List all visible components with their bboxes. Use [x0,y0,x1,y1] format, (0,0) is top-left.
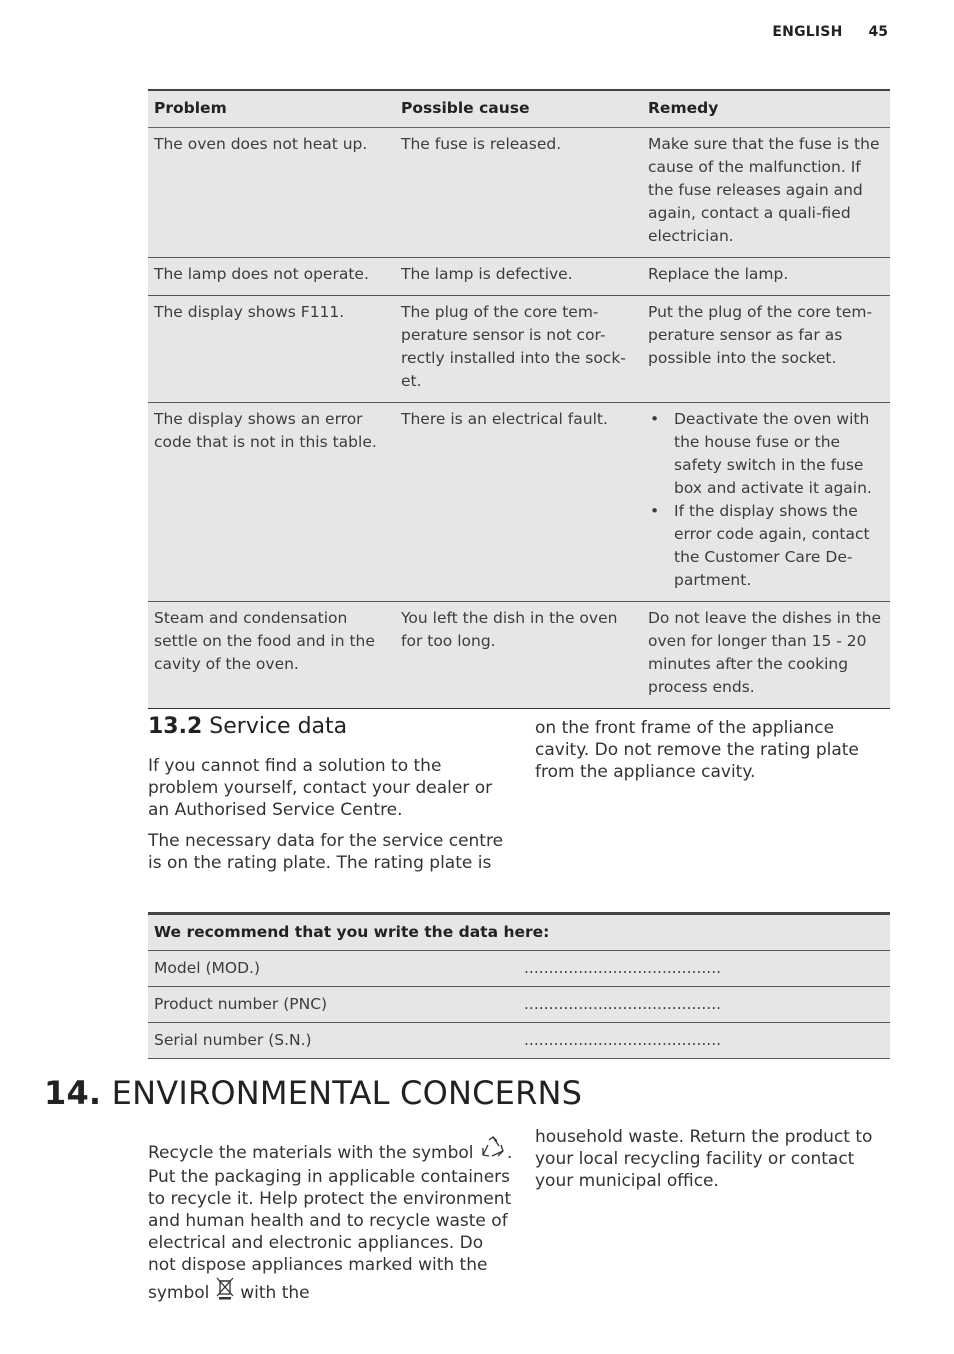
cause-cell: The lamp is defective. [395,258,642,296]
section-number: 13.2 [148,714,203,739]
problem-cell: The oven does not heat up. [148,128,395,258]
chapter-number: 14. [44,1074,102,1112]
table-row [148,951,890,987]
remedy-cell: Put the plug of the core tem-perature sensor as far as possible into the socket. [642,296,890,403]
table-header-row [148,914,890,951]
remedy-cell [642,403,890,602]
page-number: 45 [868,24,888,40]
table-header-row [148,90,890,128]
cause-cell: There is an electrical fault. [395,403,642,602]
service-data-table [148,912,890,1059]
remedy-cell: Replace the lamp. [642,258,890,296]
page-header [772,24,888,40]
crossed-bin-icon [216,1276,234,1306]
table-row [148,602,890,709]
chapter-heading-environmental [44,1074,582,1112]
table-row [148,296,890,403]
data-value-placeholder: ........................................ [518,1023,890,1059]
data-table-header: We recommend that you write the data here: [148,914,890,951]
language-label: ENGLISH [772,24,843,40]
remedy-cell: Make sure that the fuse is the cause of the malfunction. If the fuse releases again and again, contact a quali-fied electrician. [642,128,890,258]
service-data-paragraph-1: If you cannot find a solution to the problem yourself, contact your dealer or an Authorised Service Centre. [148,756,493,820]
remedy-cell: Do not leave the dishes in the oven for longer than 15 - 20 minutes after the cooking process ends. [642,602,890,709]
cause-cell: You left the dish in the oven for too long. [395,602,642,709]
remedy-list [648,408,884,592]
environment-text-c: with the [240,1283,310,1303]
problem-cell: Steam and condensation settle on the food and in the cavity of the oven. [148,602,395,709]
section-heading-service-data [148,714,347,739]
environment-text-b: . Put the packaging in applicable containers to recycle it. Help protect the environment and human health and to recycle waste of electrical and electronic appliances. Do not dispose appliances marked with the symbol [148,1143,513,1303]
data-value-placeholder: ........................................ [518,951,890,987]
environment-paragraph-left [148,1136,516,1306]
column-header-remedy: Remedy [642,90,890,128]
table-row [148,128,890,258]
remedy-list-item: • Deactivate the oven with the house fuse or the safety switch in the fuse box and activate it again. [648,408,884,500]
cause-cell: The plug of the core tem-perature sensor is not cor-rectly installed into the sock-et. [395,296,642,403]
section-title: Service data [209,714,348,739]
problem-cell: The lamp does not operate. [148,258,395,296]
data-label: Product number (PNC) [148,987,518,1023]
data-value-placeholder: ........................................ [518,987,890,1023]
environment-paragraph-right: household waste. Return the product to your local recycling facility or contact your municipal office. [535,1127,873,1191]
column-header-cause: Possible cause [395,90,642,128]
data-label: Serial number (S.N.) [148,1023,518,1059]
column-header-problem: Problem [148,90,395,128]
service-data-paragraph-3: on the front frame of the appliance cavity. Do not remove the rating plate from the appliance cavity. [535,718,859,782]
table-row [148,987,890,1023]
recycle-icon [480,1136,506,1166]
data-label: Model (MOD.) [148,951,518,987]
chapter-title: ENVIRONMENTAL CONCERNS [111,1074,583,1112]
problem-cell: The display shows an error code that is not in this table. [148,403,395,602]
cause-cell: The fuse is released. [395,128,642,258]
table-row [148,403,890,602]
table-row [148,258,890,296]
service-data-paragraph-2: The necessary data for the service centre is on the rating plate. The rating plate is [148,831,504,873]
remedy-list-item: • If the display shows the error code again, contact the Customer Care De-partment. [648,500,884,592]
problem-cell: The display shows F111. [148,296,395,403]
troubleshooting-table [148,89,890,709]
table-row [148,1023,890,1059]
environment-text-a: Recycle the materials with the symbol [148,1143,474,1163]
